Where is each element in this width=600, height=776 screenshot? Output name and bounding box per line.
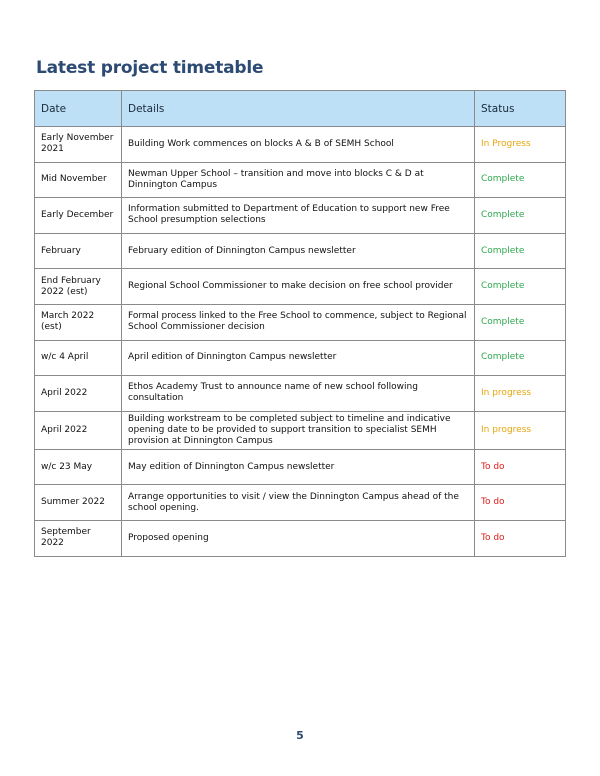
table-row (35, 233, 566, 269)
table-row (35, 198, 566, 234)
date-cell: Early December (35, 198, 122, 234)
page-number: 5 (296, 729, 304, 742)
table-row (35, 340, 566, 376)
table-header-row (35, 91, 566, 127)
status-cell: To do (475, 520, 566, 556)
date-cell: Summer 2022 (35, 485, 122, 521)
header-date: Date (35, 91, 122, 127)
date-cell: February (35, 233, 122, 269)
project-timetable (34, 90, 566, 557)
date-cell: March 2022 (est) (35, 304, 122, 340)
table-row (35, 127, 566, 163)
table-row (35, 411, 566, 449)
date-cell: w/c 4 April (35, 340, 122, 376)
date-cell: September 2022 (35, 520, 122, 556)
table-row (35, 269, 566, 305)
status-cell: In progress (475, 411, 566, 449)
details-cell: Information submitted to Department of Education to support new Free School presumption selections (122, 198, 475, 234)
status-cell: In progress (475, 376, 566, 412)
details-cell: Newman Upper School – transition and move into blocks C & D at Dinnington Campus (122, 162, 475, 198)
details-cell: February edition of Dinnington Campus newsletter (122, 233, 475, 269)
date-cell: Mid November (35, 162, 122, 198)
details-cell: May edition of Dinnington Campus newsletter (122, 449, 475, 485)
details-cell: Ethos Academy Trust to announce name of new school following consultation (122, 376, 475, 412)
details-cell: Regional School Commissioner to make decision on free school provider (122, 269, 475, 305)
date-cell: Early November 2021 (35, 127, 122, 163)
table-row (35, 162, 566, 198)
date-cell: w/c 23 May (35, 449, 122, 485)
status-cell: To do (475, 485, 566, 521)
status-cell: Complete (475, 304, 566, 340)
status-cell: Complete (475, 269, 566, 305)
date-cell: April 2022 (35, 411, 122, 449)
header-status: Status (475, 91, 566, 127)
status-cell: In Progress (475, 127, 566, 163)
details-cell: Formal process linked to the Free School to commence, subject to Regional School Commissioner decision (122, 304, 475, 340)
details-cell: April edition of Dinnington Campus newsletter (122, 340, 475, 376)
table-row (35, 376, 566, 412)
table-body (35, 127, 566, 557)
status-cell: To do (475, 449, 566, 485)
header-details: Details (122, 91, 475, 127)
table-row (35, 304, 566, 340)
table-row (35, 449, 566, 485)
status-cell: Complete (475, 162, 566, 198)
status-cell: Complete (475, 340, 566, 376)
details-cell: Building workstream to be completed subject to timeline and indicative opening date to be provided to support transition to specialist SEMH provision at Dinnington Campus (122, 411, 475, 449)
table-row (35, 520, 566, 556)
table-row (35, 485, 566, 521)
details-cell: Arrange opportunities to visit / view the Dinnington Campus ahead of the school opening. (122, 485, 475, 521)
status-cell: Complete (475, 233, 566, 269)
page-title: Latest project timetable (36, 58, 264, 78)
date-cell: End February 2022 (est) (35, 269, 122, 305)
details-cell: Proposed opening (122, 520, 475, 556)
status-cell: Complete (475, 198, 566, 234)
date-cell: April 2022 (35, 376, 122, 412)
details-cell: Building Work commences on blocks A & B of SEMH School (122, 127, 475, 163)
